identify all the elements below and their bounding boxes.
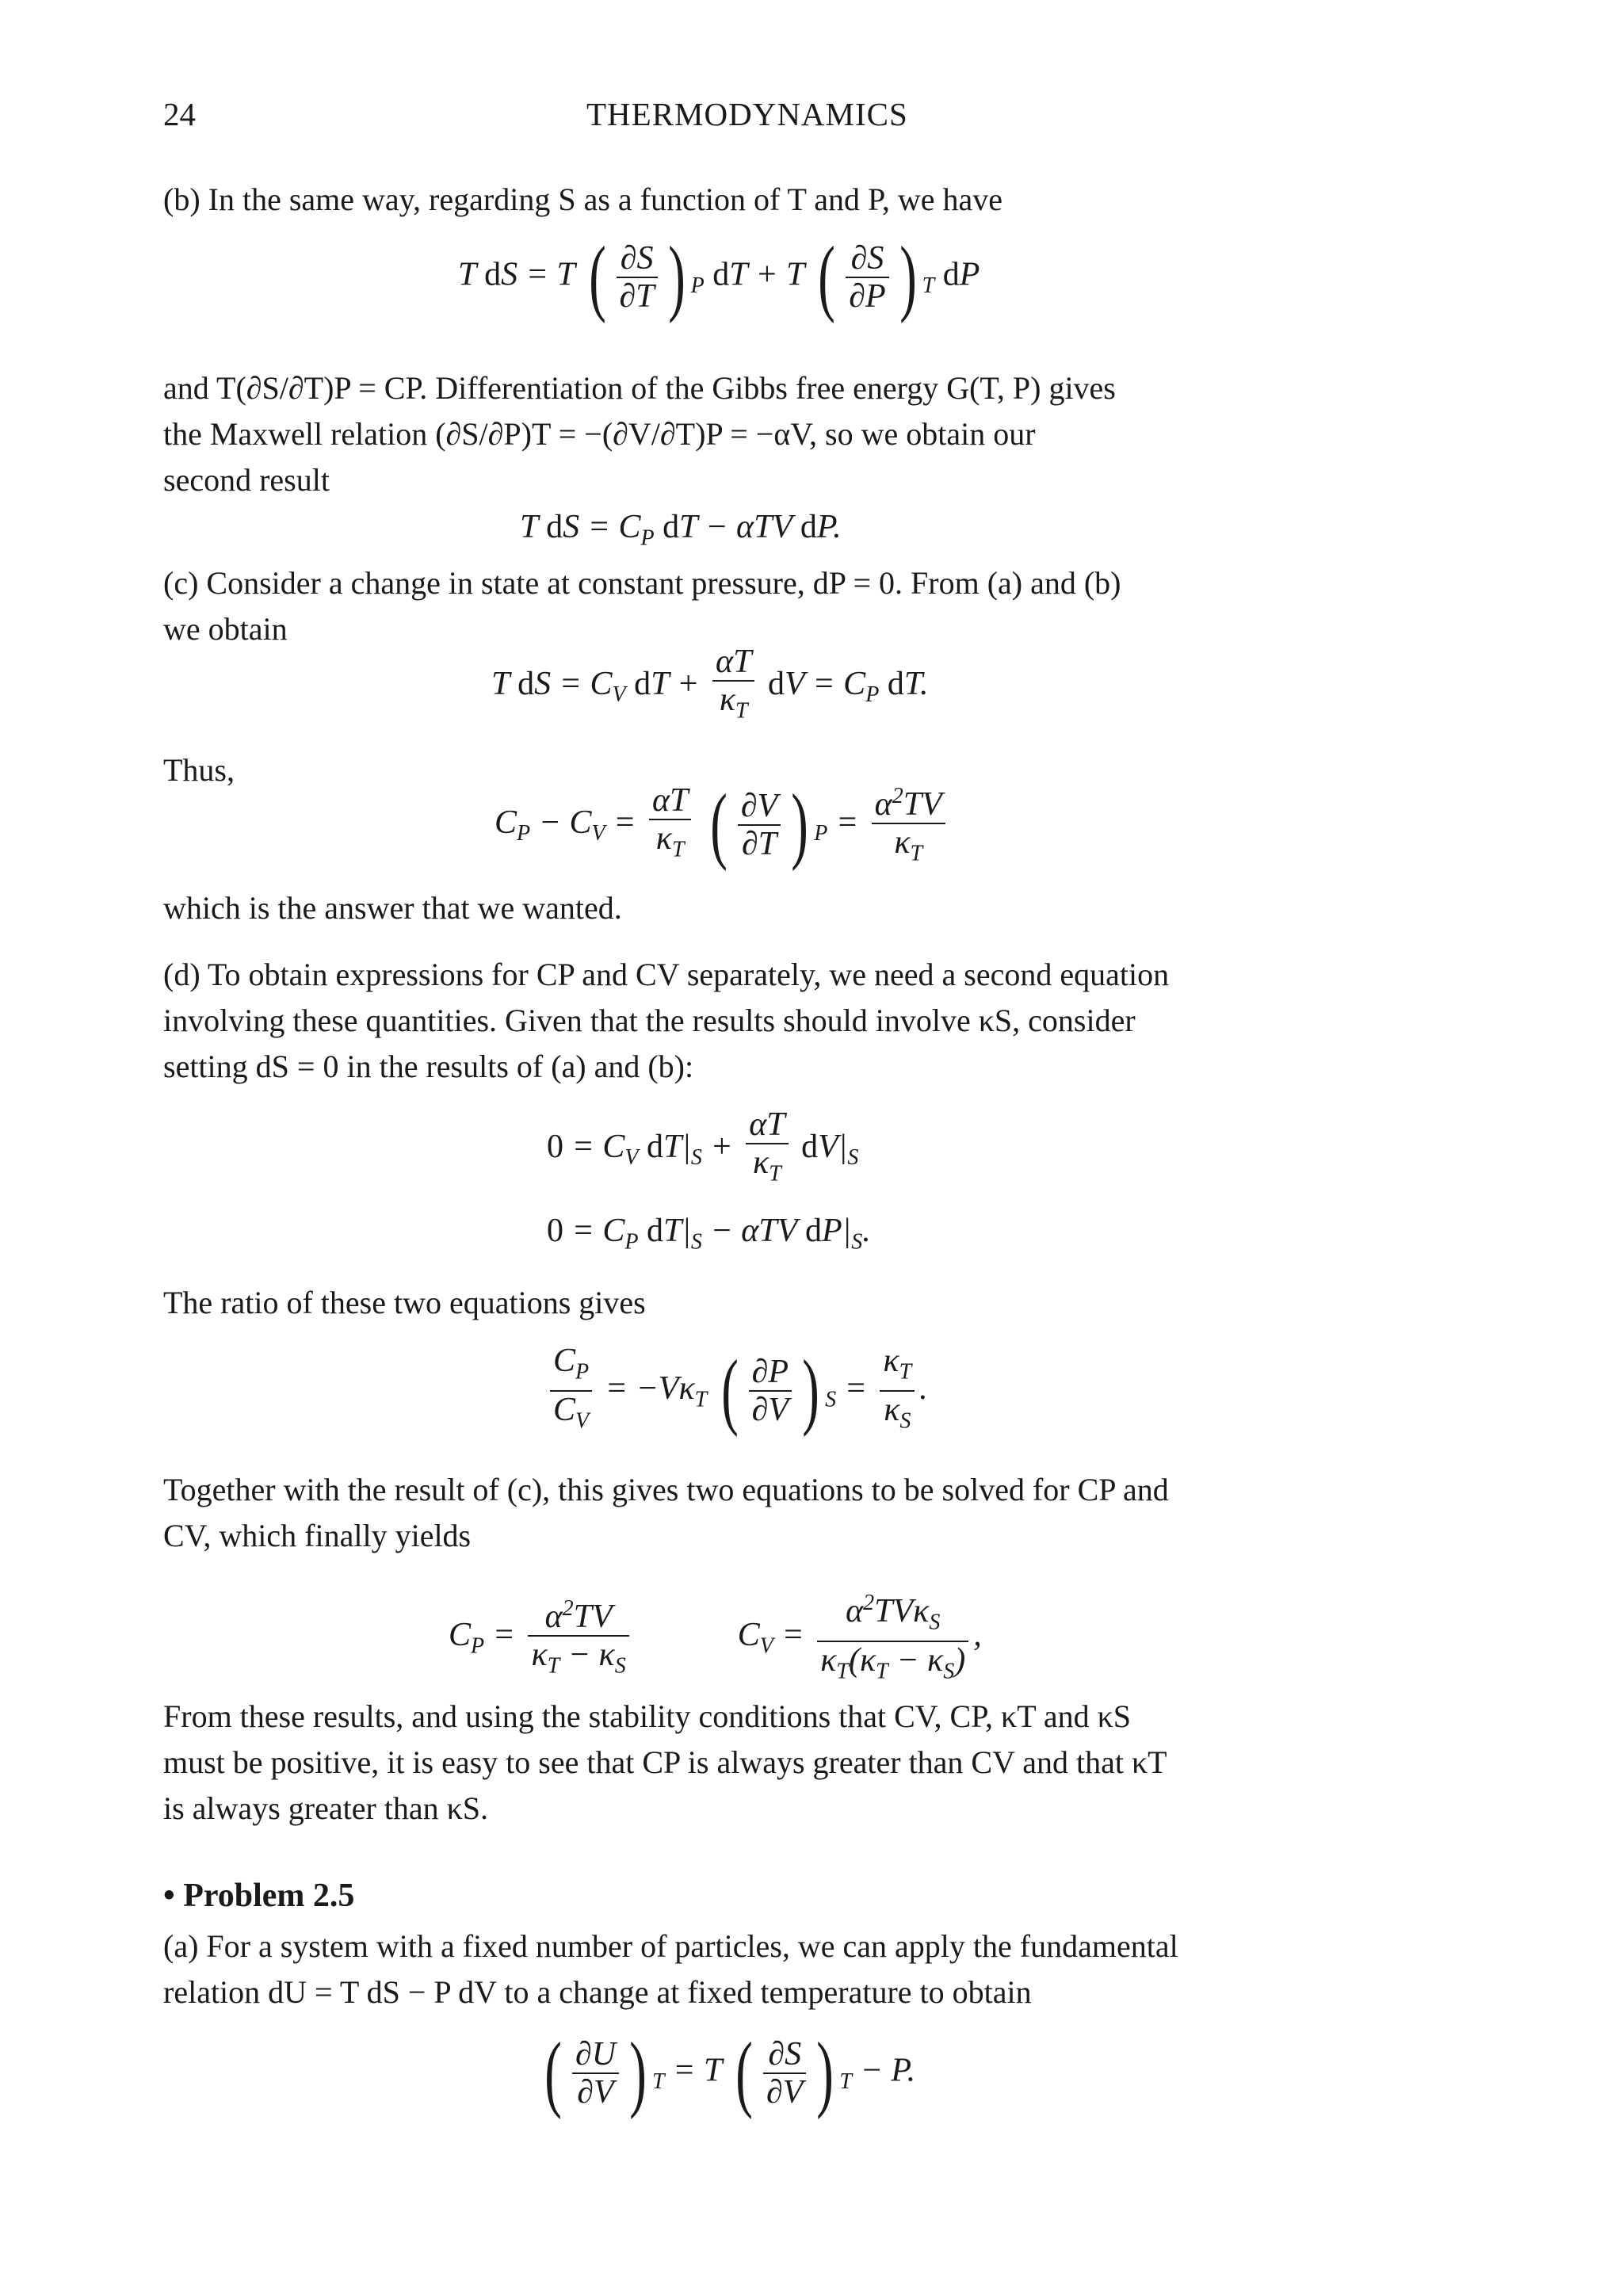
equation-ds-zero-a: $0 = C_V$ $dT|_S$ + $\frac{\alpha T}{\kappa_T}$ $dV|_S$ (547, 1106, 859, 1186)
paragraph-line: Together with the result of (c), this gives two equations to be solved for CP and (163, 1472, 1169, 1507)
equation-constant-pressure: T dS = $C_V$ dT + $\frac{\alpha T}{\kappa_T}$ dV = $C_P$ dT. (491, 644, 929, 724)
paragraph-line: must be positive, it is easy to see that CP is always greater than CV and that κT (163, 1744, 1167, 1780)
paragraph-line: we obtain (163, 611, 288, 647)
page-number: 24 (163, 96, 196, 132)
paragraph-line: (d) To obtain expressions for CP and CV separately, we need a second equation (163, 957, 1170, 992)
equation-ds-zero-b: $0 = C_P$ $dT|_S - \alpha TV$ $dP|_S$. (547, 1213, 871, 1255)
paragraph-line: which is the answer that we wanted. (163, 890, 622, 926)
paragraph-line: and T(∂S/∂T)P = CP. Differentiation of the Gibbs free energy G(T, P) gives (163, 370, 1116, 406)
paragraph-line: CV, which finally yields (163, 1518, 472, 1553)
problem-heading: • Problem 2.5 (163, 1878, 355, 1914)
paragraph-line: (a) For a system with a fixed number of particles, we can apply the fundamental (163, 1928, 1178, 1964)
paragraph-line: second result (163, 462, 330, 498)
paragraph-line: (b) In the same way, regarding S as a function of T and P, we have (163, 181, 1002, 217)
paragraph-line: The ratio of these two equations gives (163, 1285, 646, 1320)
paragraph-line: is always greater than κS. (163, 1790, 489, 1826)
paragraph-line: the Maxwell relation (∂S/∂P)T = −(∂V/∂T)P = −αV, so we obtain our (163, 416, 1036, 452)
equation-final-cp-cv: $C_P$ = $\frac{\alpha^2TV}{\kappa_T - \kappa_S}$ $C_V$ = $\frac{\alpha^2TV\kappa_S}{\kappa_T(\kappa_T - \kappa_S)}$ , (449, 1585, 982, 1690)
equation-cp-minus-cv: $C_P - C_V$ = $\frac{\alpha T}{\kappa_T}$ ( $\frac{\partial V}{\partial T}$ ) $_P$ = $\frac{\alpha^2TV}{\kappa_T}$ (495, 778, 950, 872)
paragraph-line: involving these quantities. Given that the results should involve κS, consider (163, 1003, 1136, 1038)
paragraph-line: Thus, (163, 752, 235, 788)
paragraph-line: relation dU = T dS − P dV to a change at fixed temperature to obtain (163, 1974, 1032, 2010)
equation-du-dv: ( $\frac{\partial U}{\partial V}$ ) $_T$ = T ( $\frac{\partial S}{\partial V}$ ) $_T$ − P. (544, 2026, 916, 2120)
paragraph-line: setting dS = 0 in the results of (a) and (b): (163, 1049, 694, 1084)
paragraph-line: From these results, and using the stability conditions that CV, CP, κT and κS (163, 1698, 1132, 1734)
equation-ratio: $\frac{C_P}{C_V}$ = $-V\kappa_T$ ( $\frac{\partial P}{\partial V}$ ) $_S$ = $\frac{\kappa_T}{\kappa_S}$ . (545, 1343, 928, 1440)
running-title: THERMODYNAMICS (586, 96, 908, 132)
equation-second-result: T dS = $C_P$ dT − αTV dP. (520, 509, 842, 551)
equation-tds-general: T dS = T ( $\frac{\partial S}{\partial T}$ ) $_P$ dT + T ( $\frac{\partial S}{\partial P}$ ) $_T$ dP (458, 230, 980, 324)
paragraph-line: (c) Consider a change in state at constant pressure, dP = 0. From (a) and (b) (163, 565, 1121, 601)
